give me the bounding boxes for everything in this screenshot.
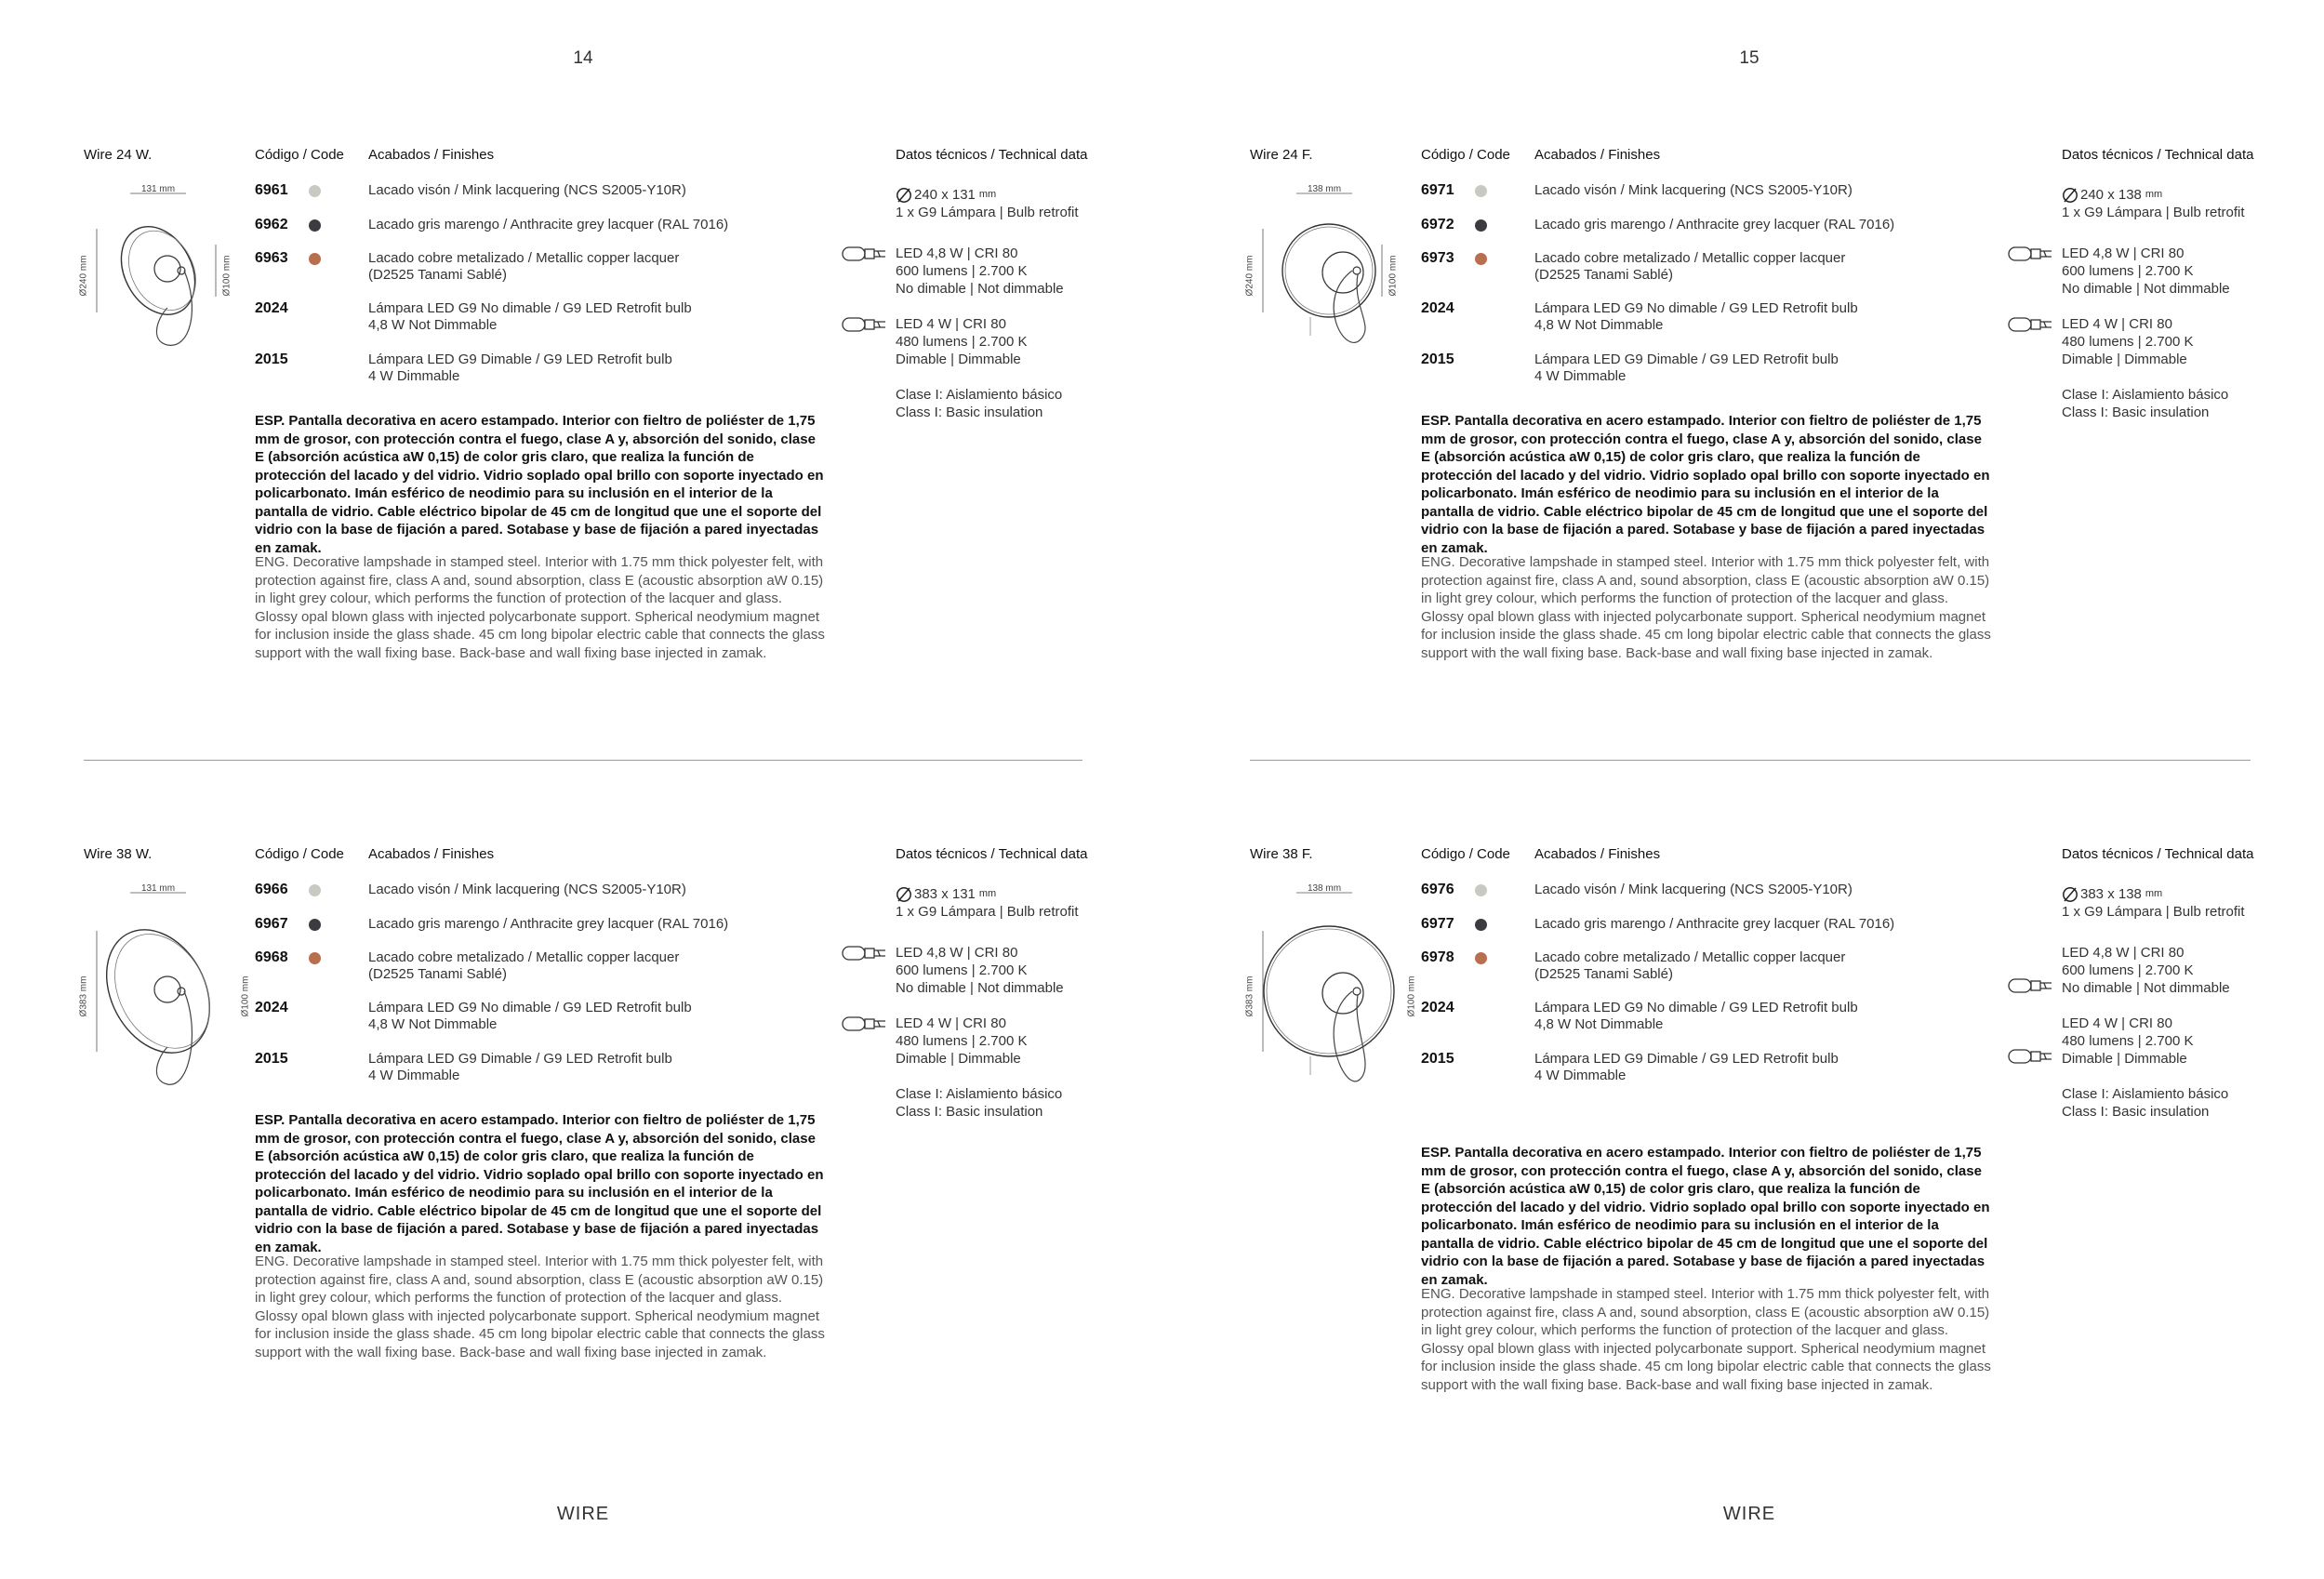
finish-line: Lacado visón / Mink lacquering (NCS S2005-Y10R) <box>1534 182 1853 198</box>
height-dimension: Ø240 mm <box>78 255 89 297</box>
height-dimension: Ø383 mm <box>78 975 89 1017</box>
tech-header: Datos técnicos / Technical data <box>896 846 1088 862</box>
led-spec: 480 lumens | 2.700 K <box>2062 1033 2194 1049</box>
code-row <box>1421 1000 1858 1032</box>
led-spec: LED 4 W | CRI 80 <box>896 1015 1006 1031</box>
product-name: Wire 24 F. <box>1250 147 1313 163</box>
finish-line: Lámpara LED G9 No dimable / G9 LED Retrofit bulb <box>368 1000 692 1015</box>
product-code: 2024 <box>1421 300 1454 316</box>
finish-description <box>1534 182 1972 199</box>
product-name: Wire 24 W. <box>84 147 153 163</box>
bulb-type: 1 x G9 Lámpara | Bulb retrofit <box>896 205 1079 220</box>
finish-description <box>368 1051 805 1084</box>
g9-bulb-icon <box>842 1015 888 1032</box>
led-option-2 <box>896 315 1100 368</box>
product-code: 2015 <box>255 352 288 367</box>
product-code: 6978 <box>1421 949 1454 965</box>
size-value: 240 x 138 <box>2080 187 2142 203</box>
class-line: Clase I: Aislamiento básico <box>896 1086 1063 1102</box>
led-spec: LED 4,8 W | CRI 80 <box>2062 245 2185 261</box>
tech-header: Datos técnicos / Technical data <box>2062 846 2254 862</box>
finish-color-swatch <box>309 884 321 896</box>
code-row <box>255 182 686 199</box>
led-spec: 600 lumens | 2.700 K <box>2062 962 2194 978</box>
finish-description <box>1534 300 1972 334</box>
product-code: 6968 <box>255 949 288 965</box>
led-spec: No dimable | Not dimmable <box>2062 281 2230 297</box>
finishes-header: Acabados / Finishes <box>1534 846 1661 862</box>
size-value: 240 x 131 <box>914 187 976 203</box>
finish-color-swatch <box>1475 952 1487 964</box>
code-row <box>255 916 729 933</box>
g9-bulb-icon <box>842 316 888 333</box>
led-spec: No dimable | Not dimmable <box>2062 980 2230 996</box>
product-name: Wire 38 W. <box>84 846 153 862</box>
led-spec: LED 4 W | CRI 80 <box>2062 1015 2172 1031</box>
code-row <box>1421 949 1846 982</box>
technical-data <box>2062 882 2266 1121</box>
code-row <box>255 217 729 233</box>
description-eng: ENG. Decorative lampshade in stamped steel. Interior with 1.75 mm thick polyester felt, with protection against fire, class A and, sound absorption, class E (acoustic absorption aW 0.15) in light grey colour, which performs the function of protection of the lacquer and glass. Glossy opal blown glass with injected polycarbonate support. Spherical neodymium magnet for inclusion inside the glass shade. 45 cm long bipolar electric cable that connects the glass support with the wall fixing base. Back-base and wall fixing base injected in zamak. <box>255 554 825 661</box>
inner-dimension: Ø100 mm <box>221 255 232 297</box>
product-code: 2015 <box>255 1051 288 1067</box>
finish-line-2: (D2525 Tanami Sablé) <box>1534 267 1673 283</box>
tech-header: Datos técnicos / Technical data <box>2062 147 2254 163</box>
led-spec: Dimable | Dimmable <box>2062 1051 2187 1067</box>
product-code: 2015 <box>1421 1051 1454 1067</box>
finish-color-swatch <box>1475 185 1487 197</box>
finish-line: Lámpara LED G9 No dimable / G9 LED Retrofit bulb <box>1534 300 1858 316</box>
size-line <box>896 186 1100 204</box>
finish-line-2: 4 W Dimmable <box>368 368 460 384</box>
g9-bulb-icon <box>2008 245 2054 262</box>
diameter-icon <box>2062 886 2078 903</box>
width-dimension: 138 mm <box>1307 184 1342 194</box>
insulation-class <box>2062 386 2266 421</box>
insulation-class <box>896 1085 1100 1121</box>
class-line: Class I: Basic insulation <box>896 1104 1043 1120</box>
left-footer: WIRE <box>556 1504 610 1524</box>
description-esp: ESP. Pantalla decorativa en acero estampado. Interior con fieltro de poliéster de 1,75 mm de grosor, con protección contra el fuego, clase A y, absorción del sonido, clase E (absorción acústica aW 0,15) de color gris claro, que realiza la función de protección del lacado y del vidrio. Vidrio soplado opal brillo con soporte inyectado en policarbonato. Imán esférico de neodimio para su inclusión en el interior de la pantalla de vidrio. Cable eléctrico bipolar de 45 cm de longitud que une el soporte del vidrio con la base de fijación a pared. Sotabase y base de fijación a pared inyectadas en zamak. <box>1421 1145 1990 1288</box>
right-footer: WIRE <box>1722 1504 1776 1524</box>
finish-line-2: 4 W Dimmable <box>368 1068 460 1083</box>
finish-description <box>368 949 805 983</box>
size-line <box>2062 186 2266 204</box>
code-header: Código / Code <box>255 147 344 163</box>
code-row <box>255 882 686 898</box>
width-dimension: 131 mm <box>140 184 176 194</box>
finish-line: Lacado cobre metalizado / Metallic copper lacquer <box>368 949 680 965</box>
g9-bulb-icon <box>2008 977 2054 994</box>
finishes-header: Acabados / Finishes <box>1534 147 1661 163</box>
finish-color-swatch <box>309 952 321 964</box>
left-page-number: 14 <box>573 48 593 68</box>
product-code: 6967 <box>255 916 288 932</box>
finish-line: Lacado visón / Mink lacquering (NCS S2005-Y10R) <box>1534 882 1853 897</box>
description-eng: ENG. Decorative lampshade in stamped steel. Interior with 1.75 mm thick polyester felt, with protection against fire, class A and, sound absorption, class E (acoustic absorption aW 0.15) in light grey colour, which performs the function of protection of the lacquer and glass. Glossy opal blown glass with injected polycarbonate support. Spherical neodymium magnet for inclusion inside the glass shade. 45 cm long bipolar electric cable that connects the glass support with the wall fixing base. Back-base and wall fixing base injected in zamak. <box>1421 554 1991 661</box>
finish-description <box>368 217 805 233</box>
led-spec: Dimable | Dimmable <box>2062 352 2187 367</box>
size-value: 383 x 138 <box>2080 886 2142 902</box>
inner-dimension: Ø100 mm <box>1406 975 1417 1017</box>
finish-line-2: 4,8 W Not Dimmable <box>368 317 498 333</box>
led-spec: 480 lumens | 2.700 K <box>2062 334 2194 350</box>
led-spec: LED 4,8 W | CRI 80 <box>896 245 1018 261</box>
led-spec: No dimable | Not dimmable <box>896 281 1064 297</box>
finish-color-swatch <box>309 253 321 265</box>
size-value: 383 x 131 <box>914 886 976 902</box>
finish-line: Lámpara LED G9 No dimable / G9 LED Retrofit bulb <box>368 300 692 316</box>
finish-line: Lacado cobre metalizado / Metallic copper lacquer <box>368 250 680 266</box>
finish-line: Lámpara LED G9 Dimable / G9 LED Retrofit bulb <box>1534 352 1839 367</box>
description-esp: ESP. Pantalla decorativa en acero estampado. Interior con fieltro de poliéster de 1,75 mm de grosor, con protección contra el fuego, clase A y, absorción del sonido, clase E (absorción acústica aW 0,15) de color gris claro, que realiza la función de protección del lacado y del vidrio. Vidrio soplado opal brillo con soporte inyectado en policarbonato. Imán esférico de neodimio para su inclusión en el interior de la pantalla de vidrio. Cable eléctrico bipolar de 45 cm de longitud que une el soporte del vidrio con la base de fijación a pared. Sotabase y base de fijación a pared inyectadas en zamak. <box>255 1112 824 1255</box>
finish-line-2: 4,8 W Not Dimmable <box>1534 317 1664 333</box>
description-eng: ENG. Decorative lampshade in stamped steel. Interior with 1.75 mm thick polyester felt, with protection against fire, class A and, sound absorption, class E (acoustic absorption aW 0.15) in light grey colour, which performs the function of protection of the lacquer and glass. Glossy opal blown glass with injected polycarbonate support. Spherical neodymium magnet for inclusion inside the glass shade. 45 cm long bipolar electric cable that connects the glass support with the wall fixing base. Back-base and wall fixing base injected in zamak. <box>255 1254 825 1360</box>
insulation-class <box>896 386 1100 421</box>
finish-line: Lámpara LED G9 Dimable / G9 LED Retrofit bulb <box>1534 1051 1839 1067</box>
code-row <box>255 1051 672 1083</box>
product-code: 2024 <box>1421 1000 1454 1015</box>
g9-bulb-icon <box>2008 1048 2054 1065</box>
product-code: 6972 <box>1421 217 1454 232</box>
size-line <box>2062 885 2266 903</box>
code-row <box>1421 352 1839 384</box>
finish-line: Lámpara LED G9 No dimable / G9 LED Retrofit bulb <box>1534 1000 1858 1015</box>
product-technical-drawing <box>1250 182 1399 424</box>
product-code: 6976 <box>1421 882 1454 897</box>
finish-color-swatch <box>309 219 321 232</box>
finish-line: Lacado cobre metalizado / Metallic copper lacquer <box>1534 250 1846 266</box>
led-spec: LED 4,8 W | CRI 80 <box>2062 945 2185 961</box>
code-row <box>255 300 692 333</box>
width-dimension: 131 mm <box>140 883 176 894</box>
product-code: 6962 <box>255 217 288 232</box>
finish-line: Lacado gris marengo / Anthracite grey lacquer (RAL 7016) <box>1534 916 1895 932</box>
size-unit: mm <box>978 888 997 899</box>
right-page-number: 15 <box>1739 48 1760 68</box>
class-line: Clase I: Aislamiento básico <box>896 387 1063 403</box>
bulb-type: 1 x G9 Lámpara | Bulb retrofit <box>2062 205 2245 220</box>
led-spec: 600 lumens | 2.700 K <box>896 263 1028 279</box>
finish-description <box>1534 217 1972 233</box>
product-technical-drawing <box>84 182 232 424</box>
code-row <box>255 1000 692 1032</box>
height-dimension: Ø383 mm <box>1244 975 1255 1017</box>
finish-description <box>368 250 805 284</box>
product-code: 2024 <box>255 1000 288 1015</box>
tech-header: Datos técnicos / Technical data <box>896 147 1088 163</box>
class-line: Class I: Basic insulation <box>896 405 1043 420</box>
code-row <box>1421 916 1895 933</box>
g9-bulb-icon <box>842 245 888 262</box>
led-option-1 <box>896 245 1100 298</box>
finish-line-2: 4,8 W Not Dimmable <box>368 1016 498 1032</box>
finish-line: Lacado gris marengo / Anthracite grey lacquer (RAL 7016) <box>1534 217 1895 232</box>
bulb-type: 1 x G9 Lámpara | Bulb retrofit <box>2062 904 2245 920</box>
size-unit: mm <box>2145 888 2163 899</box>
finish-color-swatch <box>1475 919 1487 931</box>
finish-description <box>368 882 805 898</box>
class-line: Clase I: Aislamiento básico <box>2062 387 2229 403</box>
class-line: Class I: Basic insulation <box>2062 1104 2210 1120</box>
product-code: 6977 <box>1421 916 1454 932</box>
product-code: 2024 <box>255 300 288 316</box>
finish-description <box>368 300 805 334</box>
finish-description <box>1534 250 1972 284</box>
led-option-1 <box>896 944 1100 997</box>
code-row <box>1421 182 1853 199</box>
finish-line-2: 4 W Dimmable <box>1534 368 1627 384</box>
finish-color-swatch <box>1475 219 1487 232</box>
product-block <box>78 147 1181 816</box>
technical-data <box>896 882 1100 1121</box>
size-line <box>896 885 1100 903</box>
finish-line: Lámpara LED G9 Dimable / G9 LED Retrofit bulb <box>368 352 672 367</box>
finish-description <box>368 182 805 199</box>
finish-line: Lámpara LED G9 Dimable / G9 LED Retrofit bulb <box>368 1051 672 1067</box>
class-line: Class I: Basic insulation <box>2062 405 2210 420</box>
finish-description <box>1534 1000 1972 1033</box>
finish-line: Lacado cobre metalizado / Metallic copper lacquer <box>1534 949 1846 965</box>
finish-line-2: (D2525 Tanami Sablé) <box>1534 966 1673 982</box>
inner-dimension: Ø100 mm <box>240 975 251 1017</box>
width-dimension: 138 mm <box>1307 883 1342 894</box>
product-technical-drawing <box>84 882 232 1123</box>
product-code: 6963 <box>255 250 288 266</box>
led-option-2 <box>896 1015 1100 1068</box>
g9-bulb-icon <box>2008 316 2054 333</box>
size-unit: mm <box>2145 189 2163 200</box>
led-spec: LED 4 W | CRI 80 <box>896 316 1006 332</box>
led-spec: 480 lumens | 2.700 K <box>896 1033 1028 1049</box>
finish-color-swatch <box>1475 253 1487 265</box>
led-spec: LED 4 W | CRI 80 <box>2062 316 2172 332</box>
product-code: 6971 <box>1421 182 1454 198</box>
led-spec: LED 4,8 W | CRI 80 <box>896 945 1018 961</box>
led-spec: No dimable | Not dimmable <box>896 980 1064 996</box>
product-code: 6961 <box>255 182 288 198</box>
finishes-header: Acabados / Finishes <box>368 846 495 862</box>
description-esp: ESP. Pantalla decorativa en acero estampado. Interior con fieltro de poliéster de 1,75 mm de grosor, con protección contra el fuego, clase A y, absorción del sonido, clase E (absorción acústica aW 0,15) de color gris claro, que realiza la función de protección del lacado y del vidrio. Vidrio soplado opal brillo con soporte inyectado en policarbonato. Imán esférico de neodimio para su inclusión en el interior de la pantalla de vidrio. Cable eléctrico bipolar de 45 cm de longitud que une el soporte del vidrio con la base de fijación a pared. Sotabase y base de fijación a pared inyectadas en zamak. <box>1421 413 1990 556</box>
product-name: Wire 38 F. <box>1250 846 1313 862</box>
code-row <box>1421 300 1858 333</box>
product-code: 2015 <box>1421 352 1454 367</box>
diameter-icon <box>896 187 912 204</box>
finish-description <box>1534 882 1972 898</box>
led-option-1 <box>2062 245 2266 298</box>
finish-line: Lacado visón / Mink lacquering (NCS S2005-Y10R) <box>368 182 686 198</box>
product-technical-drawing <box>1250 882 1399 1123</box>
led-spec: 600 lumens | 2.700 K <box>896 962 1028 978</box>
insulation-class <box>2062 1085 2266 1121</box>
finish-line-2: (D2525 Tanami Sablé) <box>368 267 507 283</box>
finish-line: Lacado gris marengo / Anthracite grey lacquer (RAL 7016) <box>368 916 729 932</box>
finish-line: Lacado visón / Mink lacquering (NCS S2005-Y10R) <box>368 882 686 897</box>
finish-line-2: 4 W Dimmable <box>1534 1068 1627 1083</box>
finish-line-2: 4,8 W Not Dimmable <box>1534 1016 1664 1032</box>
class-line: Clase I: Aislamiento básico <box>2062 1086 2229 1102</box>
finish-color-swatch <box>309 919 321 931</box>
product-code: 6973 <box>1421 250 1454 266</box>
led-spec: 600 lumens | 2.700 K <box>2062 263 2194 279</box>
height-dimension: Ø240 mm <box>1244 255 1255 297</box>
code-row <box>1421 1051 1839 1083</box>
code-header: Código / Code <box>1421 846 1510 862</box>
code-row <box>1421 217 1895 233</box>
g9-bulb-icon <box>842 945 888 962</box>
finishes-header: Acabados / Finishes <box>368 147 495 163</box>
finish-color-swatch <box>309 185 321 197</box>
led-option-1 <box>2062 944 2266 997</box>
code-row <box>1421 250 1846 283</box>
finish-description <box>368 1000 805 1033</box>
product-block <box>1244 147 2324 816</box>
code-header: Código / Code <box>255 846 344 862</box>
size-unit: mm <box>978 189 997 200</box>
technical-data <box>896 182 1100 421</box>
product-code: 6966 <box>255 882 288 897</box>
led-spec: Dimable | Dimmable <box>896 1051 1021 1067</box>
code-row <box>255 250 680 283</box>
led-option-2 <box>2062 1015 2266 1068</box>
technical-data <box>2062 182 2266 421</box>
diameter-icon <box>896 886 912 903</box>
code-row <box>1421 882 1853 898</box>
product-block <box>1244 846 2324 1516</box>
code-row <box>255 949 680 982</box>
description-eng: ENG. Decorative lampshade in stamped steel. Interior with 1.75 mm thick polyester felt, with protection against fire, class A and, sound absorption, class E (acoustic absorption aW 0.15) in light grey colour, which performs the function of protection of the lacquer and glass. Glossy opal blown glass with injected polycarbonate support. Spherical neodymium magnet for inclusion inside the glass shade. 45 cm long bipolar electric cable that connects the glass support with the wall fixing base. Back-base and wall fixing base injected in zamak. <box>1421 1286 1991 1393</box>
finish-line: Lacado gris marengo / Anthracite grey lacquer (RAL 7016) <box>368 217 729 232</box>
led-spec: 480 lumens | 2.700 K <box>896 334 1028 350</box>
finish-description <box>1534 949 1972 983</box>
finish-color-swatch <box>1475 884 1487 896</box>
led-option-2 <box>2062 315 2266 368</box>
description-esp: ESP. Pantalla decorativa en acero estampado. Interior con fieltro de poliéster de 1,75 mm de grosor, con protección contra el fuego, clase A y, absorción del sonido, clase E (absorción acústica aW 0,15) de color gris claro, que realiza la función de protección del lacado y del vidrio. Vidrio soplado opal brillo con soporte inyectado en policarbonato. Imán esférico de neodimio para su inclusión en el interior de la pantalla de vidrio. Cable eléctrico bipolar de 45 cm de longitud que une el soporte del vidrio con la base de fijación a pared. Sotabase y base de fijación a pared inyectadas en zamak. <box>255 413 824 556</box>
finish-description <box>1534 352 1972 385</box>
diameter-icon <box>2062 187 2078 204</box>
finish-description <box>1534 1051 1972 1084</box>
led-spec: Dimable | Dimmable <box>896 352 1021 367</box>
bulb-type: 1 x G9 Lámpara | Bulb retrofit <box>896 904 1079 920</box>
product-block <box>78 846 1181 1516</box>
finish-line-2: (D2525 Tanami Sablé) <box>368 966 507 982</box>
finish-description <box>1534 916 1972 933</box>
code-row <box>255 352 672 384</box>
finish-description <box>368 916 805 933</box>
code-header: Código / Code <box>1421 147 1510 163</box>
finish-description <box>368 352 805 385</box>
inner-dimension: Ø100 mm <box>1388 255 1399 297</box>
